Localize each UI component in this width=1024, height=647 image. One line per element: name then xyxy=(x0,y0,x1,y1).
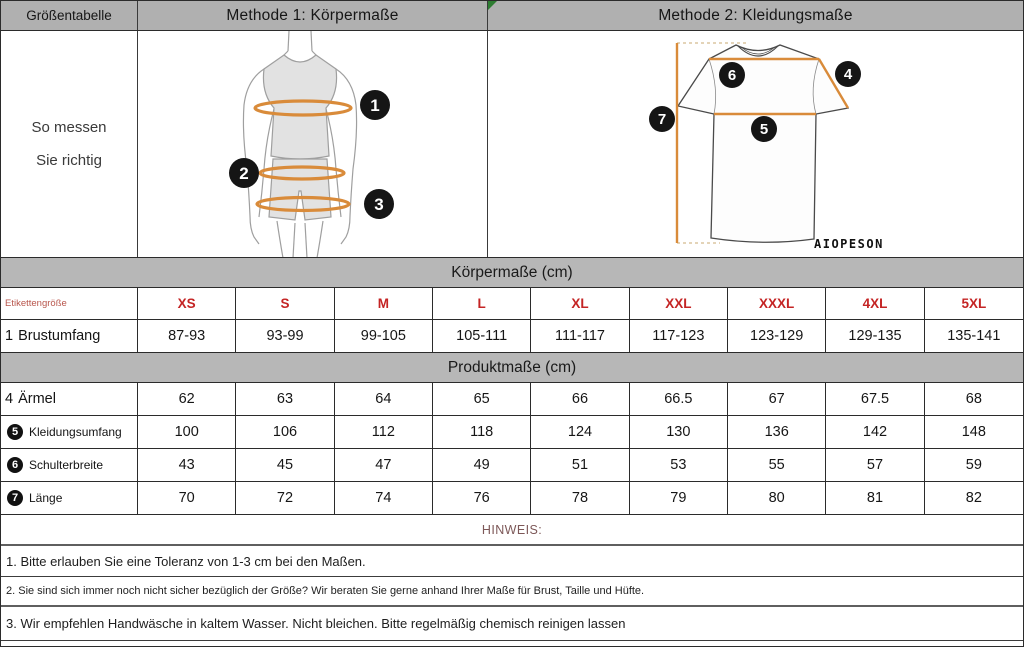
size-header-cell: XXXL xyxy=(728,288,826,319)
svg-text:2: 2 xyxy=(239,164,249,183)
value-cell: 68 xyxy=(965,391,982,407)
brand-label: AIOPESON xyxy=(814,237,884,251)
value-cell: 118 xyxy=(433,416,531,448)
svg-text:4: 4 xyxy=(843,66,853,83)
svg-text:5: 5 xyxy=(759,121,769,138)
value-cell: 99-105 xyxy=(335,320,433,352)
chest-row-label xyxy=(1,320,138,352)
value-cell: 106 xyxy=(236,416,334,448)
value-cell: 45 xyxy=(236,449,334,481)
size-header-cell: XS xyxy=(138,288,236,319)
marker-shoulder xyxy=(719,62,745,88)
value-cell: 142 xyxy=(826,416,924,448)
value-cell: 124 xyxy=(531,416,629,448)
value-cell: 112 xyxy=(335,416,433,448)
value-cell: 66 xyxy=(531,383,629,415)
garment-row-label xyxy=(1,416,138,448)
chest-row-text: Brustumfang xyxy=(18,328,101,344)
value-cell: 79 xyxy=(630,482,728,514)
product-measures-band: Produktmaße (cm) xyxy=(1,353,1023,383)
marker-garment xyxy=(751,116,777,142)
value-cell: 78 xyxy=(531,482,629,514)
method1-header: Methode 1: Körpermaße xyxy=(138,1,488,30)
value-cell: 148 xyxy=(961,424,986,440)
value-cell: 81 xyxy=(826,482,924,514)
label-size-header: Etikettengröße xyxy=(1,288,138,319)
value-cell: 63 xyxy=(236,383,334,415)
value-cell: 59 xyxy=(965,457,982,473)
diagram-row xyxy=(1,31,1023,258)
method2-header xyxy=(488,1,1023,30)
garment-measure-diagram xyxy=(488,31,1023,257)
garment-row-badge: 5 xyxy=(7,424,23,440)
length-row-badge: 7 xyxy=(7,490,23,506)
value-cell: 67 xyxy=(728,383,826,415)
notes-title: HINWEIS: xyxy=(1,515,1023,546)
value-cell: 129-135 xyxy=(826,320,924,352)
sleeve-row-num: 4 xyxy=(5,391,14,407)
svg-text:7: 7 xyxy=(657,111,667,128)
sleeve-row xyxy=(1,383,1023,416)
value-cell: 67.5 xyxy=(826,383,924,415)
value-cell: 74 xyxy=(335,482,433,514)
value-cell: 82 xyxy=(965,490,982,506)
body-measure-diagram xyxy=(138,31,488,257)
note-item-1: 1. Bitte erlauben Sie eine Toleranz von 1-3 cm bei den Maßen. xyxy=(1,546,1023,577)
size-header-cell: 5XL xyxy=(961,296,987,311)
shoulder-row-text: Schulterbreite xyxy=(29,458,104,472)
svg-text:6: 6 xyxy=(727,67,737,84)
measure-instruction-line2: Sie richtig xyxy=(36,152,102,169)
shoulder-width-row xyxy=(1,449,1023,482)
garment-row-text: Kleidungsumfang xyxy=(29,425,122,439)
length-row xyxy=(1,482,1023,515)
value-cell: 117-123 xyxy=(630,320,728,352)
body-diagram-cell xyxy=(138,31,488,257)
value-cell: 87-93 xyxy=(138,320,236,352)
chest-row xyxy=(1,320,1023,353)
length-row-label xyxy=(1,482,138,514)
size-table-title: Größentabelle xyxy=(1,1,138,30)
measure-instruction-line1: So messen xyxy=(31,119,107,136)
value-cell: 43 xyxy=(138,449,236,481)
value-cell: 100 xyxy=(138,416,236,448)
value-cell: 65 xyxy=(433,383,531,415)
note-item-2: 2. Sie sind sich immer noch nicht sicher bezüglich der Größe? Wir beraten Sie gerne anhand Ihrer Maße für Brust, Taille und Hüfte. xyxy=(1,577,1023,607)
value-cell: 57 xyxy=(826,449,924,481)
value-cell: 123-129 xyxy=(728,320,826,352)
marker-waist xyxy=(229,158,259,188)
value-cell: 70 xyxy=(138,482,236,514)
value-cell: 136 xyxy=(728,416,826,448)
marker-chest xyxy=(360,90,390,120)
size-header-cell: S xyxy=(236,288,334,319)
marker-hip xyxy=(364,189,394,219)
header-row xyxy=(1,1,1023,31)
size-header-cell: M xyxy=(335,288,433,319)
value-cell: 135-141 xyxy=(947,328,1001,344)
comment-marker-icon xyxy=(488,1,497,10)
body-measures-band: Körpermaße (cm) xyxy=(1,258,1023,288)
method2-label: Methode 2: Kleidungsmaße xyxy=(658,6,853,24)
size-header-cell: XL xyxy=(531,288,629,319)
tshirt-shape xyxy=(678,45,848,242)
size-header-cell: L xyxy=(433,288,531,319)
shoulder-row-label xyxy=(1,449,138,481)
value-cell: 64 xyxy=(335,383,433,415)
value-cell: 105-111 xyxy=(433,320,531,352)
marker-sleeve xyxy=(835,61,861,87)
note-item-3: 3. Wir empfehlen Handwäsche in kaltem Wasser. Nicht bleichen. Bitte regelmäßig chemisch reinigen lassen xyxy=(1,607,1023,641)
value-cell: 66.5 xyxy=(630,383,728,415)
sleeve-row-label xyxy=(1,383,138,415)
tank-top-shape xyxy=(263,55,336,159)
value-cell: 80 xyxy=(728,482,826,514)
value-cell: 51 xyxy=(531,449,629,481)
size-header-cell: XXL xyxy=(630,288,728,319)
value-cell: 62 xyxy=(138,383,236,415)
value-cell: 93-99 xyxy=(236,320,334,352)
length-row-text: Länge xyxy=(29,491,63,505)
value-cell: 72 xyxy=(236,482,334,514)
shoulder-row-badge: 6 xyxy=(7,457,23,473)
chest-row-num: 1 xyxy=(5,328,14,344)
garment-circumference-row xyxy=(1,416,1023,449)
marker-length xyxy=(649,106,675,132)
shirt-diagram-cell xyxy=(488,31,1023,257)
svg-text:1: 1 xyxy=(370,96,380,115)
value-cell: 130 xyxy=(630,416,728,448)
sleeve-row-text: Ärmel xyxy=(18,391,56,407)
svg-text:3: 3 xyxy=(374,195,384,214)
value-cell: 53 xyxy=(630,449,728,481)
size-header-cell: 4XL xyxy=(826,288,924,319)
value-cell: 76 xyxy=(433,482,531,514)
value-cell: 49 xyxy=(433,449,531,481)
value-cell: 111-117 xyxy=(531,320,629,352)
value-cell: 55 xyxy=(728,449,826,481)
size-header-row xyxy=(1,288,1023,320)
measure-instruction xyxy=(1,31,138,257)
value-cell: 47 xyxy=(335,449,433,481)
